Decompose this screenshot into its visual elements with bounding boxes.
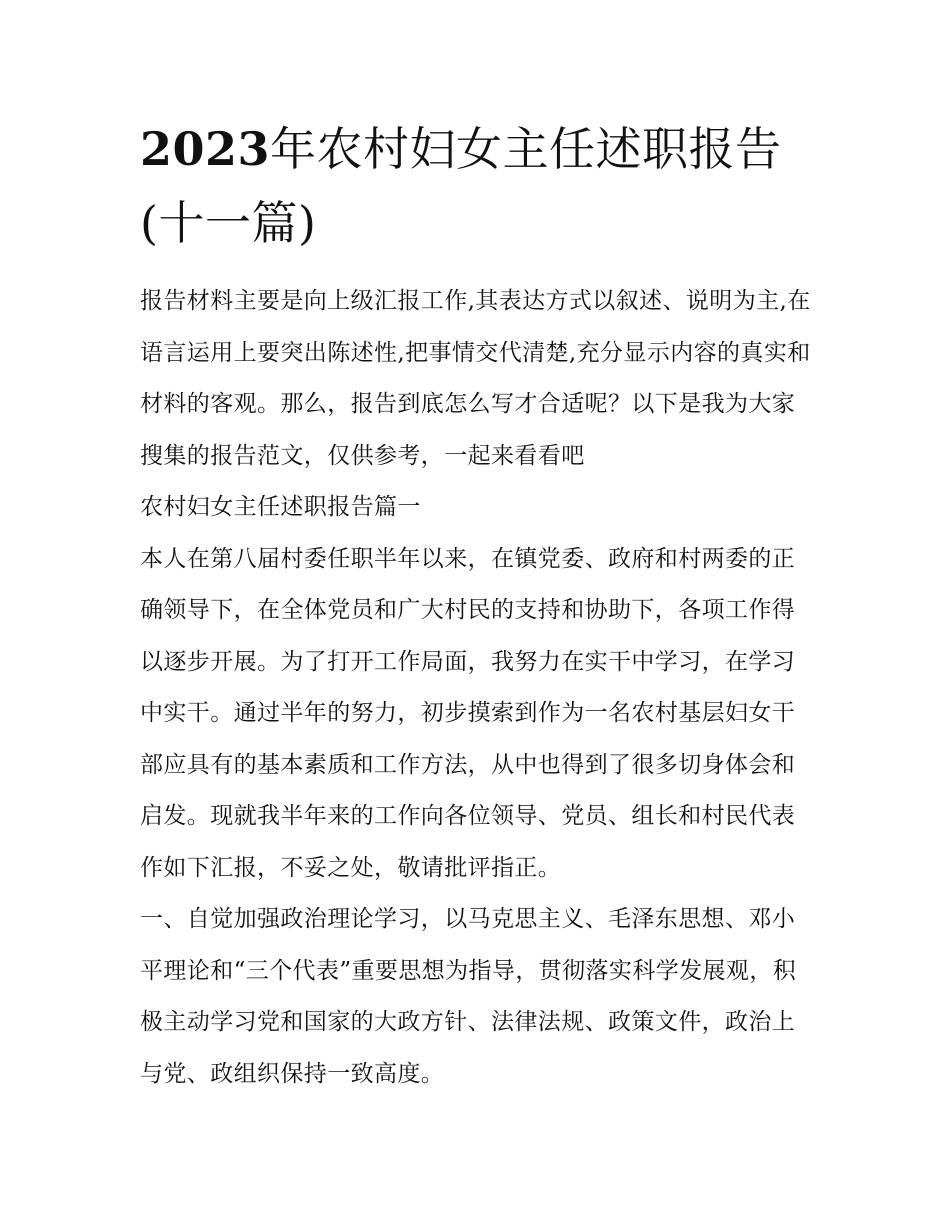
title-text: 年农村妇女主任述职报告(十一篇) — [140, 122, 782, 250]
section-title: 农村妇女主任述职报告篇一 — [140, 494, 421, 520]
title-year: 2023 — [140, 122, 271, 176]
document-title — [140, 112, 820, 260]
body-paragraph-1: 本人在第八届村委任职半年以来，在镇党委、政府和村两委的正确领导下，在全体党员和广大村民的支持和协助下，各项工作得以逐步开展。为了打开工作局面，我努力在实干中学习，在学习中实干。通过半年的努力，初步摸索到作为一名农村基层妇女干部应具有的基本素质和工作方法，从中也得到了很多切身体会和启发。现就我半年来的工作向各位领导、党员、组长和村民代表作如下汇报，不妥之处，敬请批评指正。 — [140, 545, 796, 881]
body-paragraph-2: 一、自觉加强政治理论学习，以马克思主义、毛泽东思想、邓小平理论和“三个代表”重要思想为指导，贯彻落实科学发展观，积极主动学习党和国家的大政方针、法律法规、政策文件，政治上与党、政组织保持一致高度。 — [140, 906, 797, 1087]
document-body — [140, 276, 816, 1100]
intro-paragraph: 报告材料主要是向上级汇报工作,其表达方式以叙述、说明为主,在语言运用上要突出陈述性,把事情交代清楚,充分显示内容的真实和材料的客观。那么，报告到底怎么写才合适呢？以下是我为大家搜集的报告范文，仅供参考，一起来看看吧 — [140, 288, 811, 469]
